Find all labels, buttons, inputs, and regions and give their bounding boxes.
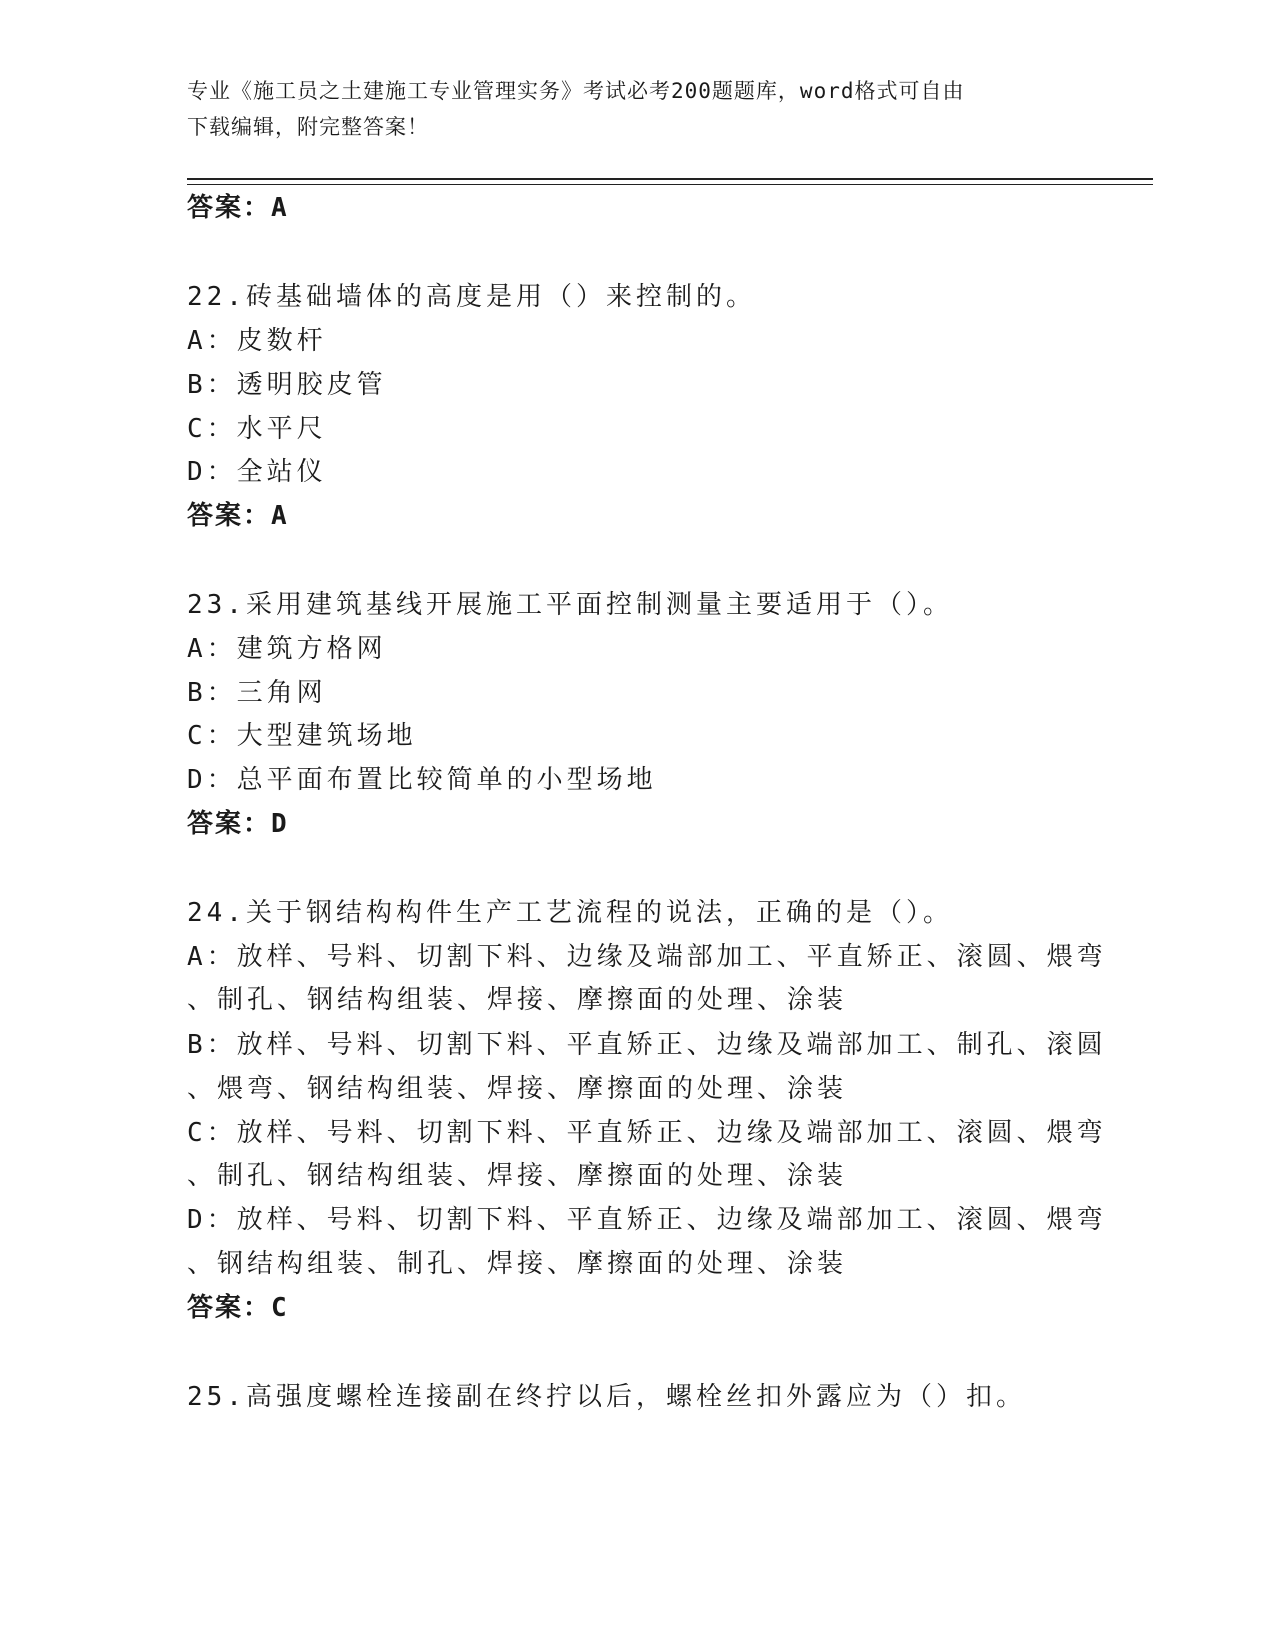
- q23-option-d: D：总平面布置比较简单的小型场地: [187, 765, 657, 795]
- q24-option-d-line-2: 、钢结构组装、制孔、焊接、摩擦面的处理、涂装: [187, 1249, 848, 1279]
- header-divider-thick: [187, 178, 1153, 180]
- q23-answer: 答案：D: [187, 809, 289, 839]
- q24-option-a-line-1: A：放样、号料、切割下料、边缘及端部加工、平直矫正、滚圆、煨弯: [187, 942, 1107, 972]
- header-line-1: 专业《施工员之土建施工专业管理实务》考试必考200题题库，word格式可自由: [187, 79, 965, 103]
- q24-option-c-line-2: 、制孔、钢结构组装、焊接、摩擦面的处理、涂装: [187, 1161, 848, 1191]
- document-header: [187, 73, 1087, 145]
- q24-option-b-line-1: B：放样、号料、切割下料、平直矫正、边缘及端部加工、制孔、滚圆: [187, 1030, 1107, 1060]
- q23-question: 23.采用建筑基线开展施工平面控制测量主要适用于（）。: [187, 590, 953, 620]
- q22-question: 22.砖基础墙体的高度是用（）来控制的。: [187, 282, 756, 312]
- q22-option-a: A：皮数杆: [187, 326, 327, 356]
- q22-option-d: D：全站仪: [187, 457, 327, 487]
- q24-option-c-line-1: C：放样、号料、切割下料、平直矫正、边缘及端部加工、滚圆、煨弯: [187, 1118, 1107, 1148]
- q24-question: 24.关于钢结构构件生产工艺流程的说法，正确的是（）。: [187, 898, 953, 928]
- q24-option-d-line-1: D：放样、号料、切割下料、平直矫正、边缘及端部加工、滚圆、煨弯: [187, 1205, 1107, 1235]
- q22-option-b: B：透明胶皮管: [187, 370, 387, 400]
- q24-option-b-line-2: 、煨弯、钢结构组装、焊接、摩擦面的处理、涂装: [187, 1074, 848, 1104]
- prev-answer: 答案：A: [187, 193, 289, 223]
- q24-answer: 答案：C: [187, 1293, 289, 1323]
- q22-option-c: C：水平尺: [187, 414, 327, 444]
- q23-option-b: B：三角网: [187, 678, 327, 708]
- header-divider-thin: [187, 184, 1153, 185]
- q24-option-a-line-2: 、制孔、钢结构组装、焊接、摩擦面的处理、涂装: [187, 985, 848, 1015]
- q25-question: 25.高强度螺栓连接副在终拧以后，螺栓丝扣外露应为（）扣。: [187, 1382, 1026, 1412]
- q22-answer: 答案：A: [187, 501, 289, 531]
- header-line-2: 下载编辑，附完整答案！: [187, 115, 429, 139]
- q23-option-c: C：大型建筑场地: [187, 721, 417, 751]
- q23-option-a: A：建筑方格网: [187, 634, 387, 664]
